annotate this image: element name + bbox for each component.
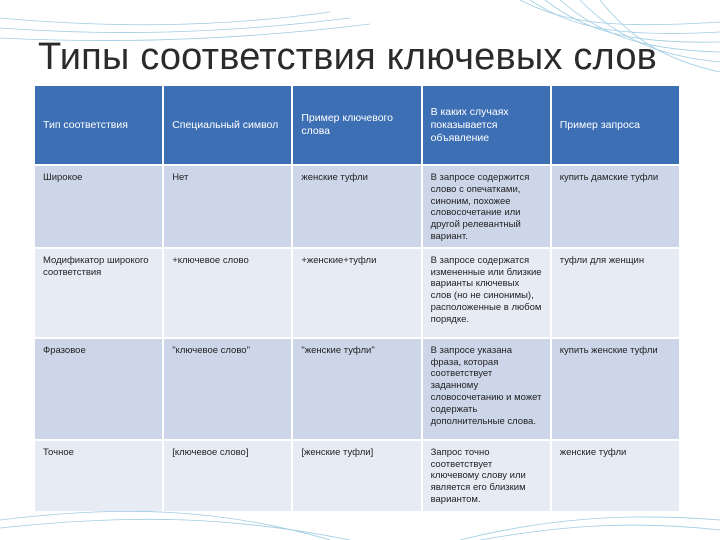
- cell-match-type: Модификатор широкого соответствия: [35, 249, 162, 337]
- cell-match-type: Фразовое: [35, 339, 162, 439]
- header-query-example: Пример запроса: [552, 86, 679, 164]
- cell-when-shown: В запросе содержится слово с опечатками, синоним, похожее словосочетание или другой релевантный вариант.: [423, 166, 550, 247]
- header-match-type: Тип соответствия: [35, 86, 162, 164]
- cell-query-example: туфли для женщин: [552, 249, 679, 337]
- cell-query-example: купить женские туфли: [552, 339, 679, 439]
- cell-special-symbol: [ключевое слово]: [164, 441, 291, 511]
- table-row: [35, 249, 679, 337]
- header-special-symbol: Специальный символ: [164, 86, 291, 164]
- cell-query-example: женские туфли: [552, 441, 679, 511]
- cell-special-symbol: "ключевое слово": [164, 339, 291, 439]
- cell-when-shown: В запросе указана фраза, которая соответствует заданному словосочетанию и может содержать дополнительные слова.: [423, 339, 550, 439]
- table-header-row: [35, 86, 679, 164]
- header-keyword-example: Пример ключевого слова: [293, 86, 420, 164]
- table-row: [35, 441, 679, 511]
- cell-keyword-example: женские туфли: [293, 166, 420, 247]
- cell-special-symbol: Нет: [164, 166, 291, 247]
- cell-when-shown: Запрос точно соответствует ключевому слову или является его близким вариантом.: [423, 441, 550, 511]
- slide-title: Типы соответствия ключевых слов: [38, 36, 658, 78]
- cell-match-type: Точное: [35, 441, 162, 511]
- keyword-match-types-table: [33, 84, 681, 513]
- cell-query-example: купить дамские туфли: [552, 166, 679, 247]
- table-row: [35, 166, 679, 247]
- table-row: [35, 339, 679, 439]
- header-when-shown: В каких случаях показывается объявление: [423, 86, 550, 164]
- cell-match-type: Широкое: [35, 166, 162, 247]
- cell-special-symbol: +ключевое слово: [164, 249, 291, 337]
- cell-keyword-example: +женские+туфли: [293, 249, 420, 337]
- cell-keyword-example: [женские туфли]: [293, 441, 420, 511]
- cell-keyword-example: "женские туфли": [293, 339, 420, 439]
- cell-when-shown: В запросе содержатся измененные или близкие варианты ключевых слов (но не синонимы), расположенные в любом порядке.: [423, 249, 550, 337]
